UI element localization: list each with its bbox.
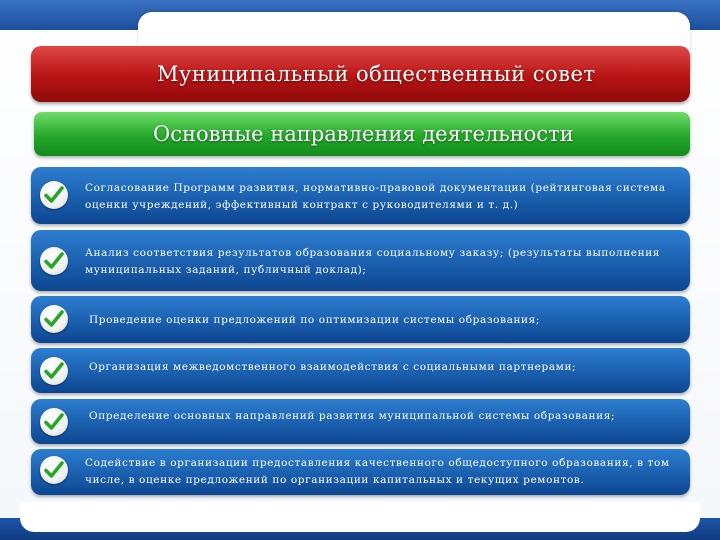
list-item bbox=[31, 348, 690, 393]
check-mark-icon bbox=[40, 305, 68, 333]
list-item bbox=[31, 167, 690, 224]
page-title: Муниципальный общественный совет bbox=[157, 62, 596, 86]
check-mark-icon bbox=[40, 247, 68, 275]
page-subtitle: Основные направления деятельности bbox=[153, 122, 574, 146]
check-mark-icon bbox=[40, 357, 68, 385]
bottom-decor-tab bbox=[20, 502, 700, 532]
list-item bbox=[31, 230, 690, 291]
list-item-text: Согласование Программ развития, нормативно-правовой документации (рейтинговая система оценки учреждений, эффективный контракт с руководителями и т. д.) bbox=[85, 182, 666, 211]
list-item-text: Проведение оценки предложений по оптимизации системы образования; bbox=[89, 314, 541, 326]
list-item bbox=[31, 296, 690, 343]
list-item-text: Организация межведомственного взаимодействия с социальными партнерами; bbox=[89, 361, 577, 373]
list-item bbox=[31, 449, 690, 495]
check-mark-icon bbox=[40, 181, 68, 209]
subtitle-bar bbox=[34, 112, 690, 156]
list-item-text: Определение основных направлений развития муниципальной системы образования; bbox=[89, 410, 616, 422]
title-bar bbox=[31, 46, 690, 102]
check-mark-icon bbox=[40, 456, 68, 484]
list-item bbox=[31, 399, 690, 444]
list-item-text: Анализ соответствия результатов образования социальному заказу; (результаты выполнения муниципальных заданий, публичный доклад); bbox=[85, 247, 661, 276]
list-item-text: Содействие в организации предоставления качественного общедоступного образования, в том числе, в оценке предложений по организации капитальных и текущих ремонтов. bbox=[85, 457, 670, 486]
check-mark-icon bbox=[40, 408, 68, 436]
